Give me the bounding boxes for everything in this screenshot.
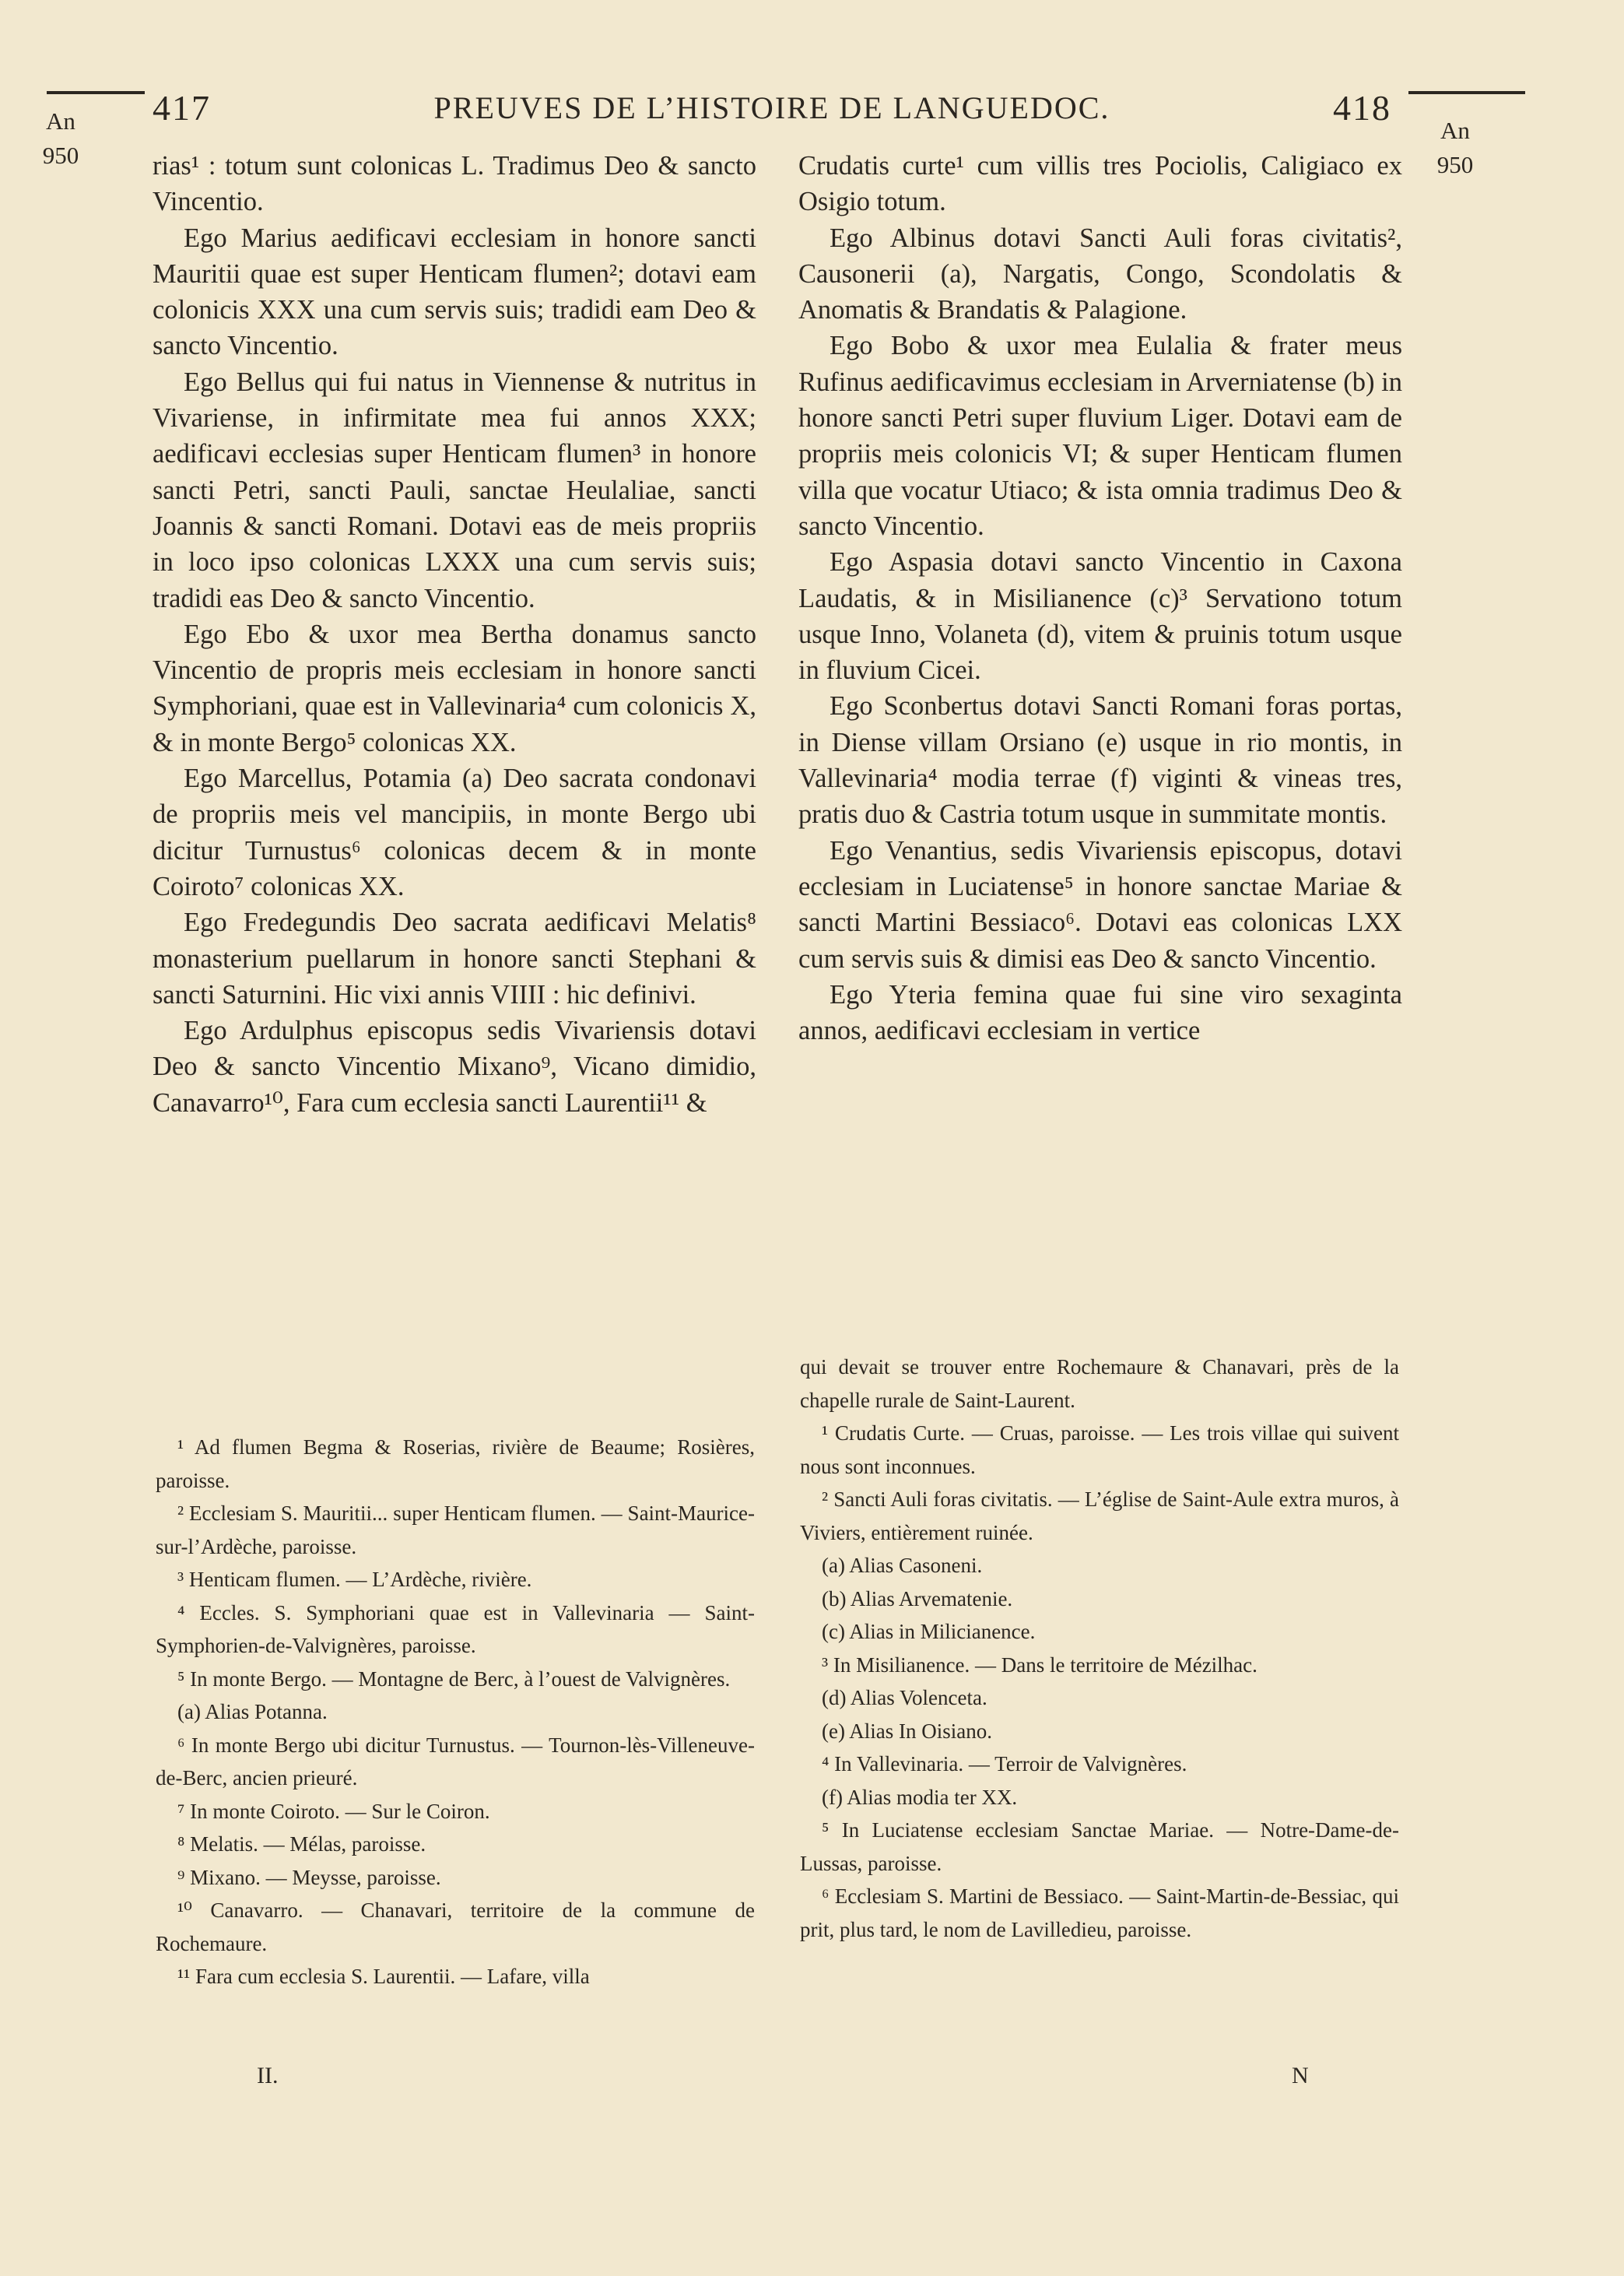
right-column [798,148,1402,1048]
footnote: ³ In Misilianence. — Dans le territoire de Mézilhac. [822,1653,1257,1677]
paragraph: Ego Albinus dotavi Sancti Auli foras civitatis², Causonerii (a), Nargatis, Congo, Scondolatis & Anomatis & Brandatis & Palagione. [798,223,1402,325]
footnote: ² Sancti Auli foras civitatis. — L’église de Saint-Aule extra muros, à Viviers, entièrement ruinée. [800,1487,1399,1544]
left-column [153,148,756,1121]
left-footnotes [156,1431,755,1993]
footnote: ³ Henticam flumen. — L’Ardèche, rivière. [177,1568,532,1591]
footnote: ⁴ In Vallevinaria. — Terroir de Valvignères. [822,1752,1187,1775]
paragraph: Ego Ebo & uxor mea Bertha donamus sancto Vincentio de propris meis ecclesiam in honore sancti Symphoriani, quae est in Vallevinaria⁴ cum colonicis X, & in monte Bergo⁵ colonicas XX. [153,619,756,757]
margin-note-right [1424,114,1486,182]
footnote: (a) Alias Potanna. [177,1700,328,1723]
paragraph: Crudatis curte¹ cum villis tres Pociolis, Caligiaco ex Osigio totum. [798,151,1402,217]
paragraph: Ego Fredegundis Deo sacrata aedificavi Melatis⁸ monasterium puellarum in honore sancti Stephani & sancti Saturnini. Hic vixi annis VIIII : hic definivi. [153,908,756,1010]
footnote: ⁶ Ecclesiam S. Martini de Bessiaco. — Saint-Martin-de-Bessiac, qui prit, plus tard, le nom de Lavilledieu, paroisse. [800,1884,1399,1941]
signature-mark-left: II. [257,2063,279,2088]
footnote: (b) Alias Arvematenie. [822,1586,1013,1610]
footnote: (d) Alias Volenceta. [822,1686,987,1709]
paragraph: Ego Bellus qui fui natus in Viennense & nutritus in Vivariense, in infirmitate mea fui annos XXX; aedificavi ecclesias super Henticam flumen³ in honore sancti Petri, sancti Pauli, sanctae Heulaliae, sancti Joannis & sancti Romani. Dotavi eas de meis propriis in loco ipso colonicas LXXX una cum servis suis; tradidi eas Deo & sancto Vincentio. [153,367,756,613]
footnote: ⁴ Eccles. S. Symphoriani quae est in Vallevinaria — Saint-Symphorien-de-Valvignères, paroisse. [156,1600,755,1657]
paragraph: Ego Venantius, sedis Vivariensis episcopus, dotavi ecclesiam in Luciatense⁵ in honore sanctae Mariae & sancti Martini Bessiaco⁶. Dotavi eas colonicas LXX cum servis suis & dimisi eas Deo & sancto Vincentio. [798,835,1402,974]
margin-note-left [30,104,92,173]
margin-year: 950 [42,142,79,169]
margin-an: An [46,107,75,135]
footnote: ⁵ In Luciatense ecclesiam Sanctae Mariae. — Notre-Dame-de-Lussas, paroisse. [800,1818,1399,1875]
footnote: ¹ Crudatis Curte. — Cruas, paroisse. — Les trois villae qui suivent nous sont inconnues. [800,1421,1399,1478]
footnote: (c) Alias in Milicianence. [822,1620,1036,1643]
footnote: (a) Alias Casoneni. [822,1554,983,1577]
paragraph: rias¹ : totum sunt colonicas L. Tradimus Deo & sancto Vincentio. [153,151,756,217]
footnote: (e) Alias In Oisiano. [822,1719,992,1743]
paragraph: Ego Marcellus, Potamia (a) Deo sacrata condonavi de propriis meis vel mancipiis, in monte Bergo ubi dicitur Turnustus⁶ colonicas decem & in monte Coiroto⁷ colonicas XX. [153,764,756,901]
header-rule-left [47,91,145,94]
paragraph: Ego Sconbertus dotavi Sancti Romani foras portas, in Diense villam Orsiano (e) usque in rio montis, in Vallevinaria⁴ modia terrae (f) viginti & vineas tres, pratis duo & Castria totum usque in summitate montis. [798,691,1402,830]
header-rule-right [1408,91,1525,94]
footnote: ⁹ Mixano. — Meysse, paroisse. [177,1865,441,1889]
margin-an: An [1440,117,1470,144]
footnote: (f) Alias modia ter XX. [822,1785,1018,1809]
footnote: ¹¹ Fara cum ecclesia S. Laurentii. — Lafare, villa [177,1965,590,1988]
right-page-number: 418 [1332,87,1391,128]
footnote: ¹⁰ Canavarro. — Chanavari, territoire de la commune de Rochemaure. [156,1898,755,1955]
footnote: ⁶ In monte Bergo ubi dicitur Turnustus. — Tournon-lès-Villeneuve-de-Berc, ancien prieuré. [156,1733,755,1790]
footnote: ⁸ Melatis. — Mélas, paroisse. [177,1832,426,1856]
paragraph: Ego Yteria femina quae fui sine viro sexaginta annos, aedificavi ecclesiam in vertice [798,979,1402,1046]
footnote: ⁵ In monte Bergo. — Montagne de Berc, à l’ouest de Valvignères. [177,1667,731,1691]
margin-year: 950 [1436,151,1474,178]
paragraph: Ego Ardulphus episcopus sedis Vivariensis dotavi Deo & sancto Vincentio Mixano⁹, Vicano dimidio, Canavarro¹⁰, Fara cum ecclesia sancti Laurentii¹¹ & [153,1016,756,1118]
footnote: qui devait se trouver entre Rochemaure & Chanavari, près de la chapelle rurale de Saint-Laurent. [800,1355,1399,1412]
page-header [153,84,1391,131]
left-page-number: 417 [153,87,211,128]
footnote: ¹ Ad flumen Begma & Roserias, rivière de Beaume; Rosières, paroisse. [156,1435,755,1492]
paragraph: Ego Bobo & uxor mea Eulalia & frater meus Rufinus aedificavimus ecclesiam in Arverniatense (b) in honore sancti Petri super fluvium Liger. Dotavi eam de propriis meis colonicis VI; & super Henticam flumen villa que vocatur Utiaco; & ista omnia tradimus Deo & sancto Vincentio. [798,331,1402,541]
paragraph: Ego Marius aedificavi ecclesiam in honore sancti Mauritii quae est super Henticam flumen²; dotavi eam colonicis XXX una cum servis suis; tradidi eam Deo & sancto Vincentio. [153,223,756,361]
footnote: ⁷ In monte Coiroto. — Sur le Coiron. [177,1799,490,1823]
page-title: PREUVES DE L’HISTOIRE DE LANGUEDOC. [433,90,1110,125]
right-footnotes [800,1350,1399,1946]
footnote: ² Ecclesiam S. Mauritii... super Henticam flumen. — Saint-Maurice-sur-l’Ardèche, paroisse. [156,1502,755,1558]
signature-mark-right: N [1292,2063,1309,2088]
paragraph: Ego Aspasia dotavi sancto Vincentio in Caxona Laudatis, & in Misilianence (c)³ Servationo totum usque Inno, Volaneta (d), vitem & pruinis totum usque in fluvium Cicei. [798,547,1402,686]
